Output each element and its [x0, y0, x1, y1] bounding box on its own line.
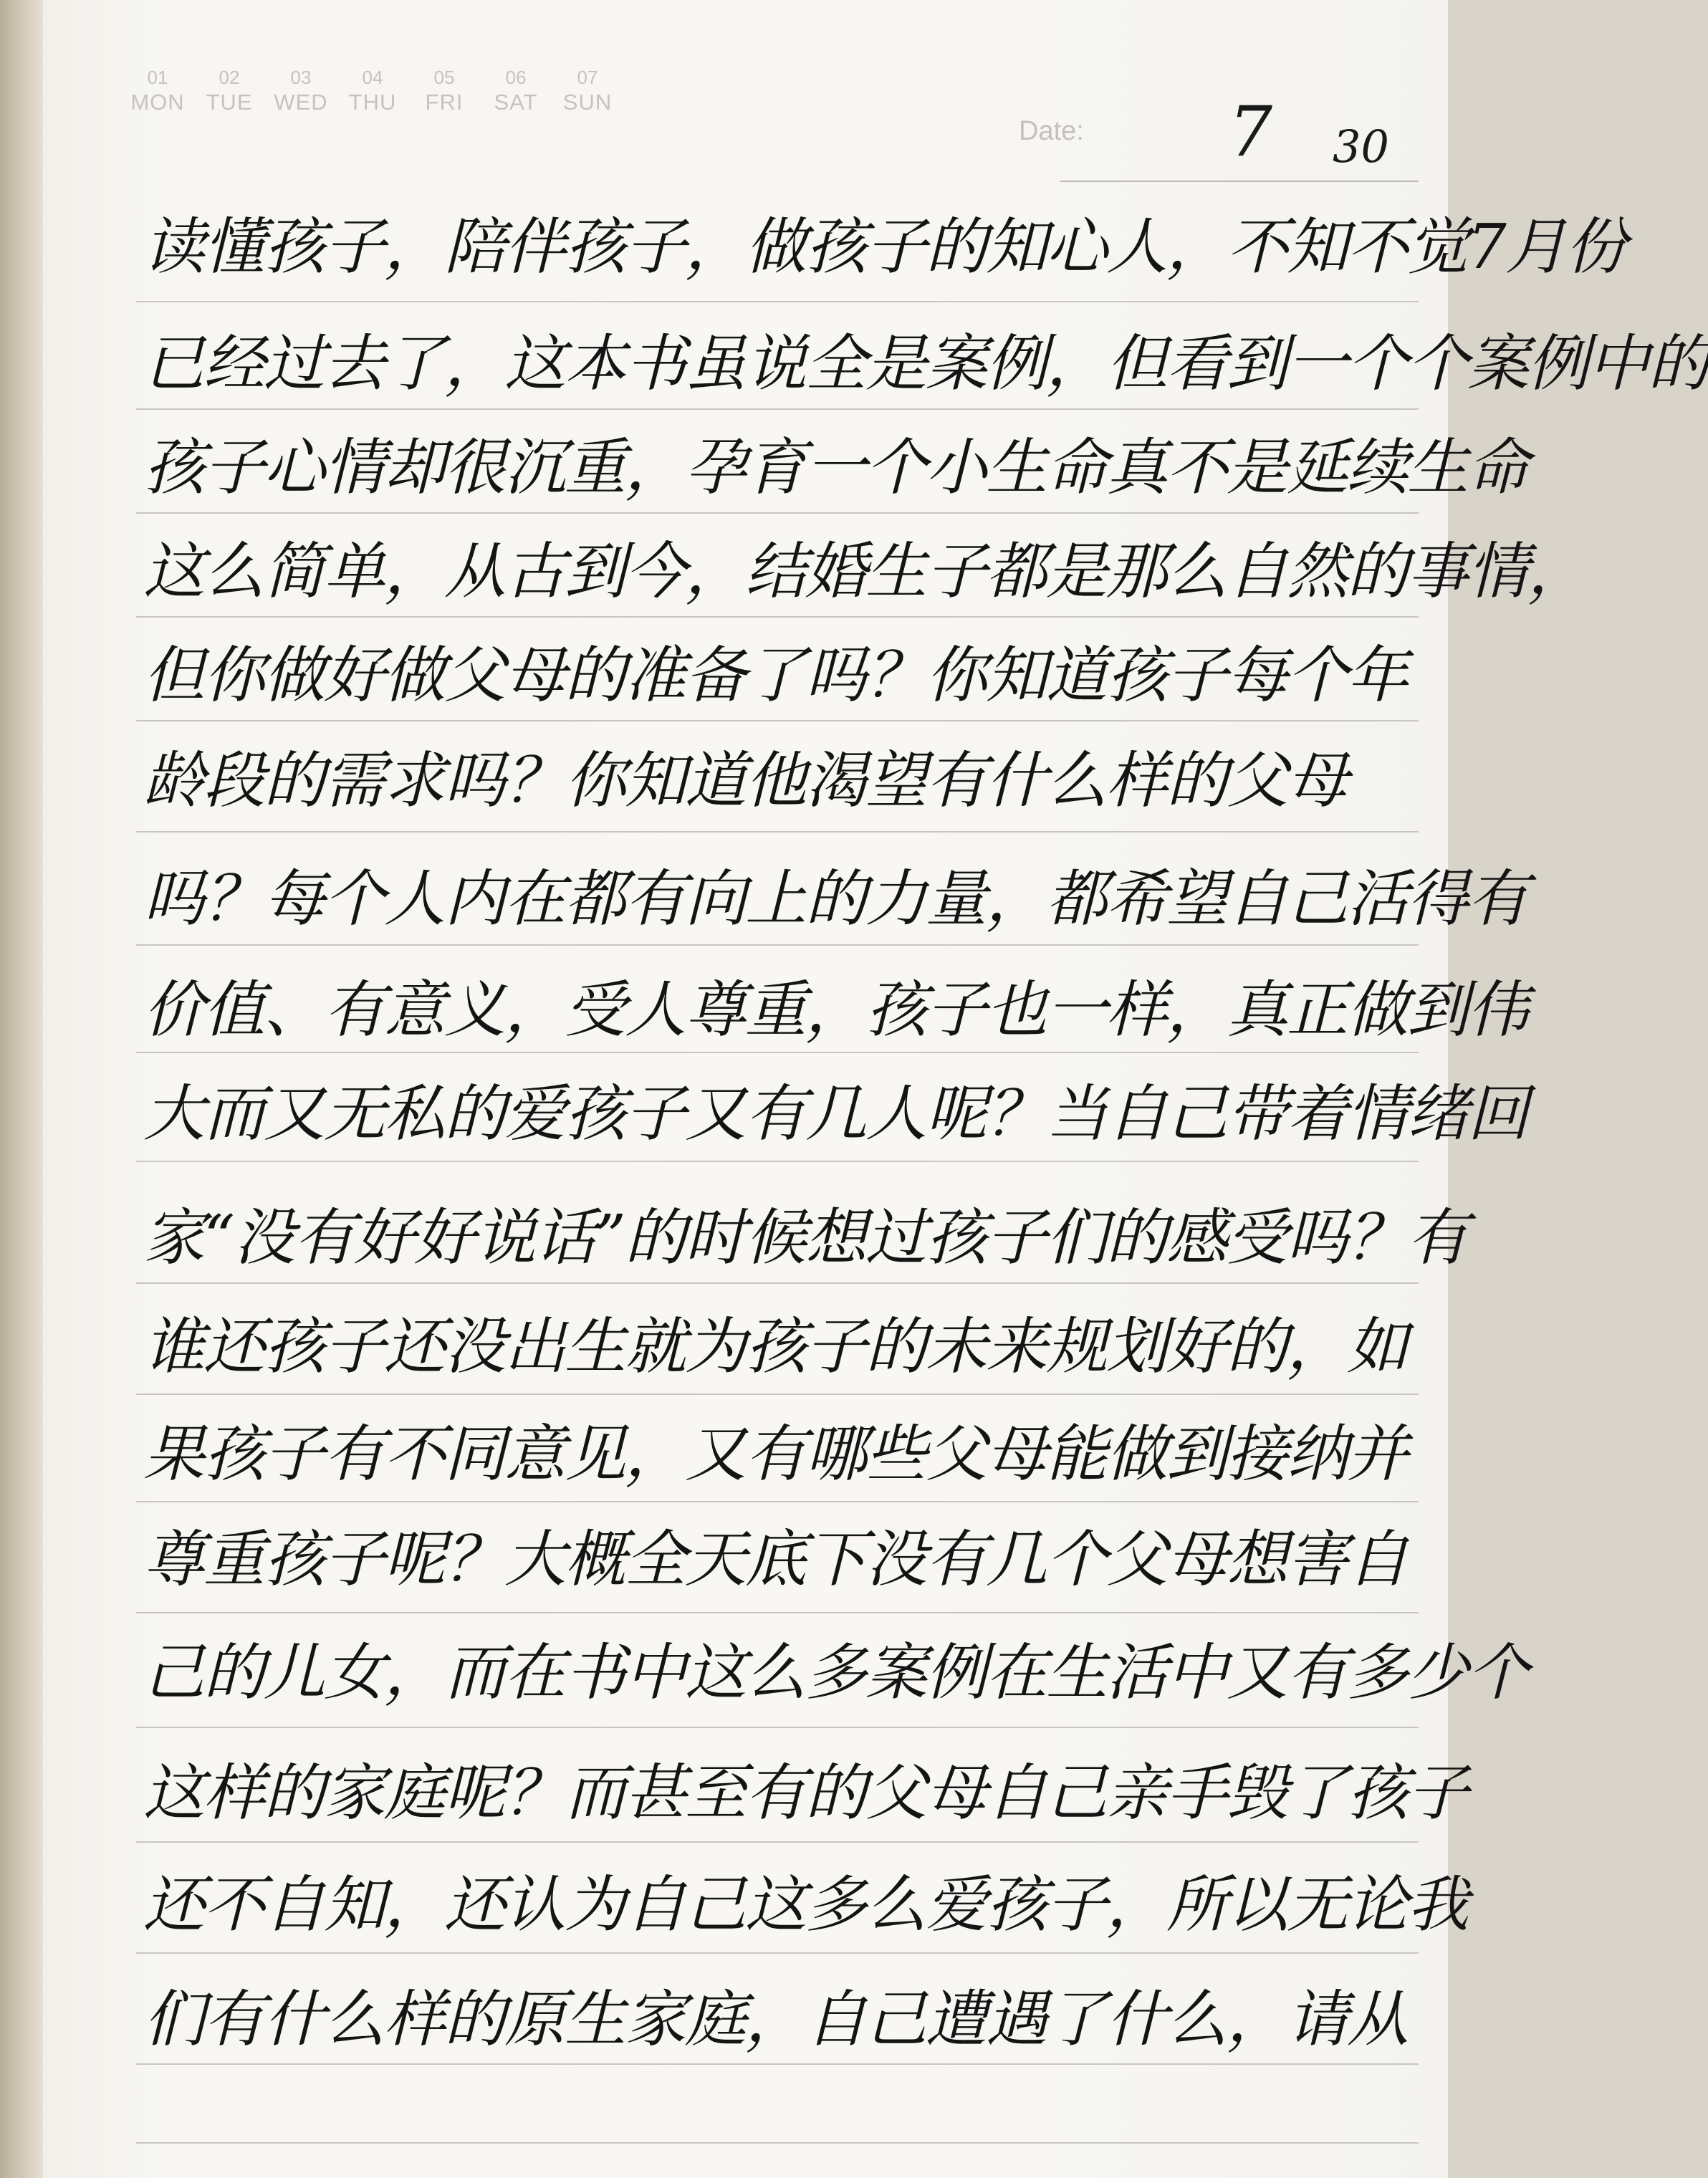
ruled-line — [136, 2142, 1419, 2144]
handwritten-line: 还不自知，还认为自己这多么爱孩子，所以无论我 — [143, 1869, 1467, 1941]
ruled-line — [136, 1052, 1419, 1053]
handwritten-line: 龄段的需求吗？你知道他渴望有什么样的父母 — [143, 745, 1347, 817]
ruled-line — [136, 1282, 1419, 1284]
date-day: 30 — [1333, 120, 1389, 173]
ruled-line — [136, 1501, 1419, 1502]
handwritten-line: 己的儿女，而在书中这么多案例在生活中又有多少个 — [143, 1637, 1527, 1709]
handwritten-line: 这样的家庭呢？而甚至有的父母自己亲手毁了孩子 — [143, 1757, 1467, 1829]
date-label: Date: — [1019, 116, 1084, 146]
ruled-line — [136, 408, 1419, 410]
handwritten-line: 吗？每个人内在都有向上的力量，都希望自己活得有 — [143, 863, 1527, 935]
weekday-sat: 06 SAT — [494, 67, 538, 115]
handwritten-line: 这么简单，从古到今，结婚生子都是那么自然的事情， — [143, 536, 1588, 608]
weekday-tue: 02 TUE — [206, 67, 253, 115]
ruled-line — [136, 1161, 1419, 1162]
handwritten-line: 但你做好做父母的准备了吗？你知道孩子每个年 — [143, 640, 1407, 711]
weekday-fri: 05 FRI — [425, 67, 464, 115]
weekday-thu: 04 THU — [348, 67, 397, 115]
ruled-line — [136, 512, 1419, 514]
ruled-line — [136, 1393, 1419, 1395]
handwritten-line: 已经过去了，这本书虽说全是案例，但看到一个个案例中的 — [143, 328, 1708, 400]
handwritten-line: 价值、有意义，受人尊重，孩子也一样，真正做到伟 — [143, 974, 1527, 1046]
handwritten-line: 果孩子有不同意见，又有哪些父母能做到接纳并 — [143, 1419, 1407, 1490]
notebook-binding — [0, 0, 43, 2178]
handwritten-line: 读懂孩子，陪伴孩子，做孩子的知心人，不知不觉7月份 — [143, 211, 1626, 283]
handwritten-line: 孩子心情却很沉重，孕育一个小生命真不是延续生命 — [143, 432, 1527, 504]
ruled-line — [136, 1952, 1419, 1954]
ruled-line — [136, 301, 1419, 302]
handwritten-line: 大而又无私的爱孩子又有几人呢？当自己带着情绪回 — [143, 1078, 1527, 1150]
handwritten-line: 们有什么样的原生家庭，自己遭遇了什么，请从 — [143, 1984, 1407, 2055]
ruled-line — [136, 831, 1419, 833]
ruled-line — [136, 1727, 1419, 1728]
weekday-wed: 03 WED — [274, 67, 328, 115]
date-month: 7 — [1229, 92, 1273, 172]
notebook-page — [43, 0, 1708, 2178]
weekday-sun: 07 SUN — [562, 67, 613, 115]
handwritten-line: 家“没有好好说话”的时候想过孩子们的感受吗？有 — [143, 1202, 1467, 1274]
ruled-line — [136, 2063, 1419, 2065]
handwritten-line: 谁还孩子还没出生就为孩子的未来规划好的，如 — [143, 1311, 1407, 1383]
handwritten-line: 尊重孩子呢？大概全天底下没有几个父母想害自 — [143, 1524, 1407, 1596]
weekday-mon: 01 MON — [130, 67, 185, 115]
ruled-line — [136, 1612, 1419, 1613]
ruled-line — [136, 944, 1419, 946]
ruled-line — [136, 616, 1419, 618]
ruled-line — [136, 720, 1419, 721]
ruled-line — [136, 1841, 1419, 1843]
